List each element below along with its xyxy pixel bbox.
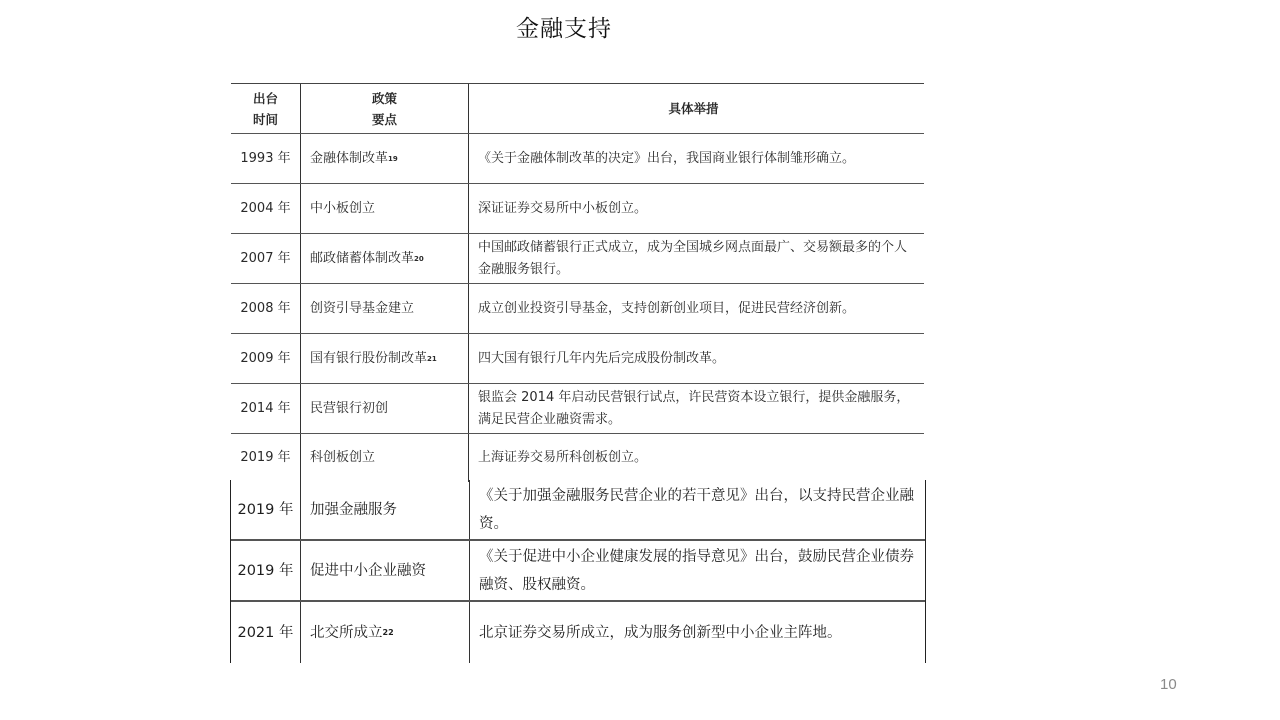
table-row <box>231 234 924 284</box>
header-point-line2: 要点 <box>371 111 397 127</box>
table-row <box>231 184 924 234</box>
row-detail: 银监会 2014 年启动民营银行试点，许民营资本设立银行，提供金融服务，满足民营企业融资需求。 <box>478 389 910 427</box>
row-point-text: 北交所成立 <box>310 624 383 641</box>
header-point-line1: 政策 <box>371 90 397 106</box>
row-detail: 中国邮政储蓄银行正式成立，成为全国城乡网点面最广、交易额最多的个人金融服务银行。 <box>478 239 908 277</box>
row-year: 2019 年 <box>231 434 301 482</box>
row-detail: 深证证券交易所中小板创立。 <box>478 200 648 216</box>
row-point <box>301 184 469 233</box>
row-point <box>301 602 470 663</box>
policy-table-lower <box>230 480 926 663</box>
table-row <box>231 602 925 663</box>
table-row <box>231 541 925 602</box>
row-year: 2019 年 <box>231 480 301 539</box>
row-point <box>301 334 469 383</box>
table-row <box>231 434 924 482</box>
table-row <box>231 480 925 541</box>
row-year: 2019 年 <box>231 541 301 600</box>
row-point <box>301 234 469 283</box>
row-year: 2021 年 <box>231 602 301 663</box>
header-point <box>301 84 469 133</box>
row-point-text: 邮政储蓄体制改革 <box>310 250 415 266</box>
row-detail: 四大国有银行几年内先后完成股份制改革。 <box>478 350 726 366</box>
header-detail: 具体举措 <box>668 100 719 116</box>
row-point <box>301 541 470 600</box>
slide-title: 金融支持 <box>516 16 612 42</box>
table-row <box>231 134 924 184</box>
footnote-ref: 21 <box>427 354 437 363</box>
row-point-text: 民营银行初创 <box>310 400 389 416</box>
header-year-line1: 出台 <box>252 90 278 106</box>
footnote-ref: 20 <box>414 254 424 263</box>
row-detail: 《关于加强金融服务民营企业的若干意见》出台，以支持民营企业融资。 <box>479 487 914 532</box>
table-header-row <box>231 84 924 134</box>
row-year: 2007 年 <box>231 234 301 283</box>
header-year-line2: 时间 <box>252 111 278 127</box>
row-point-text: 促进中小企业融资 <box>310 562 426 579</box>
policy-table-upper <box>231 83 924 482</box>
row-point <box>301 384 469 433</box>
row-point-text: 科创板创立 <box>310 450 376 465</box>
row-point <box>301 434 469 482</box>
row-point-text: 中小板创立 <box>310 200 376 216</box>
table-row <box>231 334 924 384</box>
row-detail: 成立创业投资引导基金，支持创新创业项目，促进民营经济创新。 <box>478 300 856 316</box>
page-number: 10 <box>1160 676 1177 693</box>
row-point-text: 加强金融服务 <box>310 501 397 518</box>
row-year: 2014 年 <box>231 384 301 433</box>
table-row <box>231 384 924 434</box>
row-point <box>301 134 469 183</box>
row-point <box>301 284 469 333</box>
row-year: 2008 年 <box>231 284 301 333</box>
row-year: 1993 年 <box>231 134 301 183</box>
row-detail: 《关于促进中小企业健康发展的指导意见》出台，鼓励民营企业债券融资、股权融资。 <box>479 548 914 593</box>
row-detail: 北京证券交易所成立，成为服务创新型中小企业主阵地。 <box>479 624 842 641</box>
row-detail: 《关于金融体制改革的决定》出台，我国商业银行体制雏形确立。 <box>478 150 856 166</box>
row-point-text: 创资引导基金建立 <box>310 300 415 316</box>
row-year: 2009 年 <box>231 334 301 383</box>
header-year <box>231 84 301 133</box>
row-point-text: 国有银行股份制改革 <box>310 350 428 366</box>
footnote-ref: 22 <box>382 627 394 637</box>
row-point-text: 金融体制改革 <box>310 150 389 166</box>
row-point <box>301 480 470 539</box>
table-row <box>231 284 924 334</box>
row-year: 2004 年 <box>231 184 301 233</box>
footnote-ref: 19 <box>388 154 398 163</box>
row-detail: 上海证券交易所科创板创立。 <box>478 450 648 465</box>
